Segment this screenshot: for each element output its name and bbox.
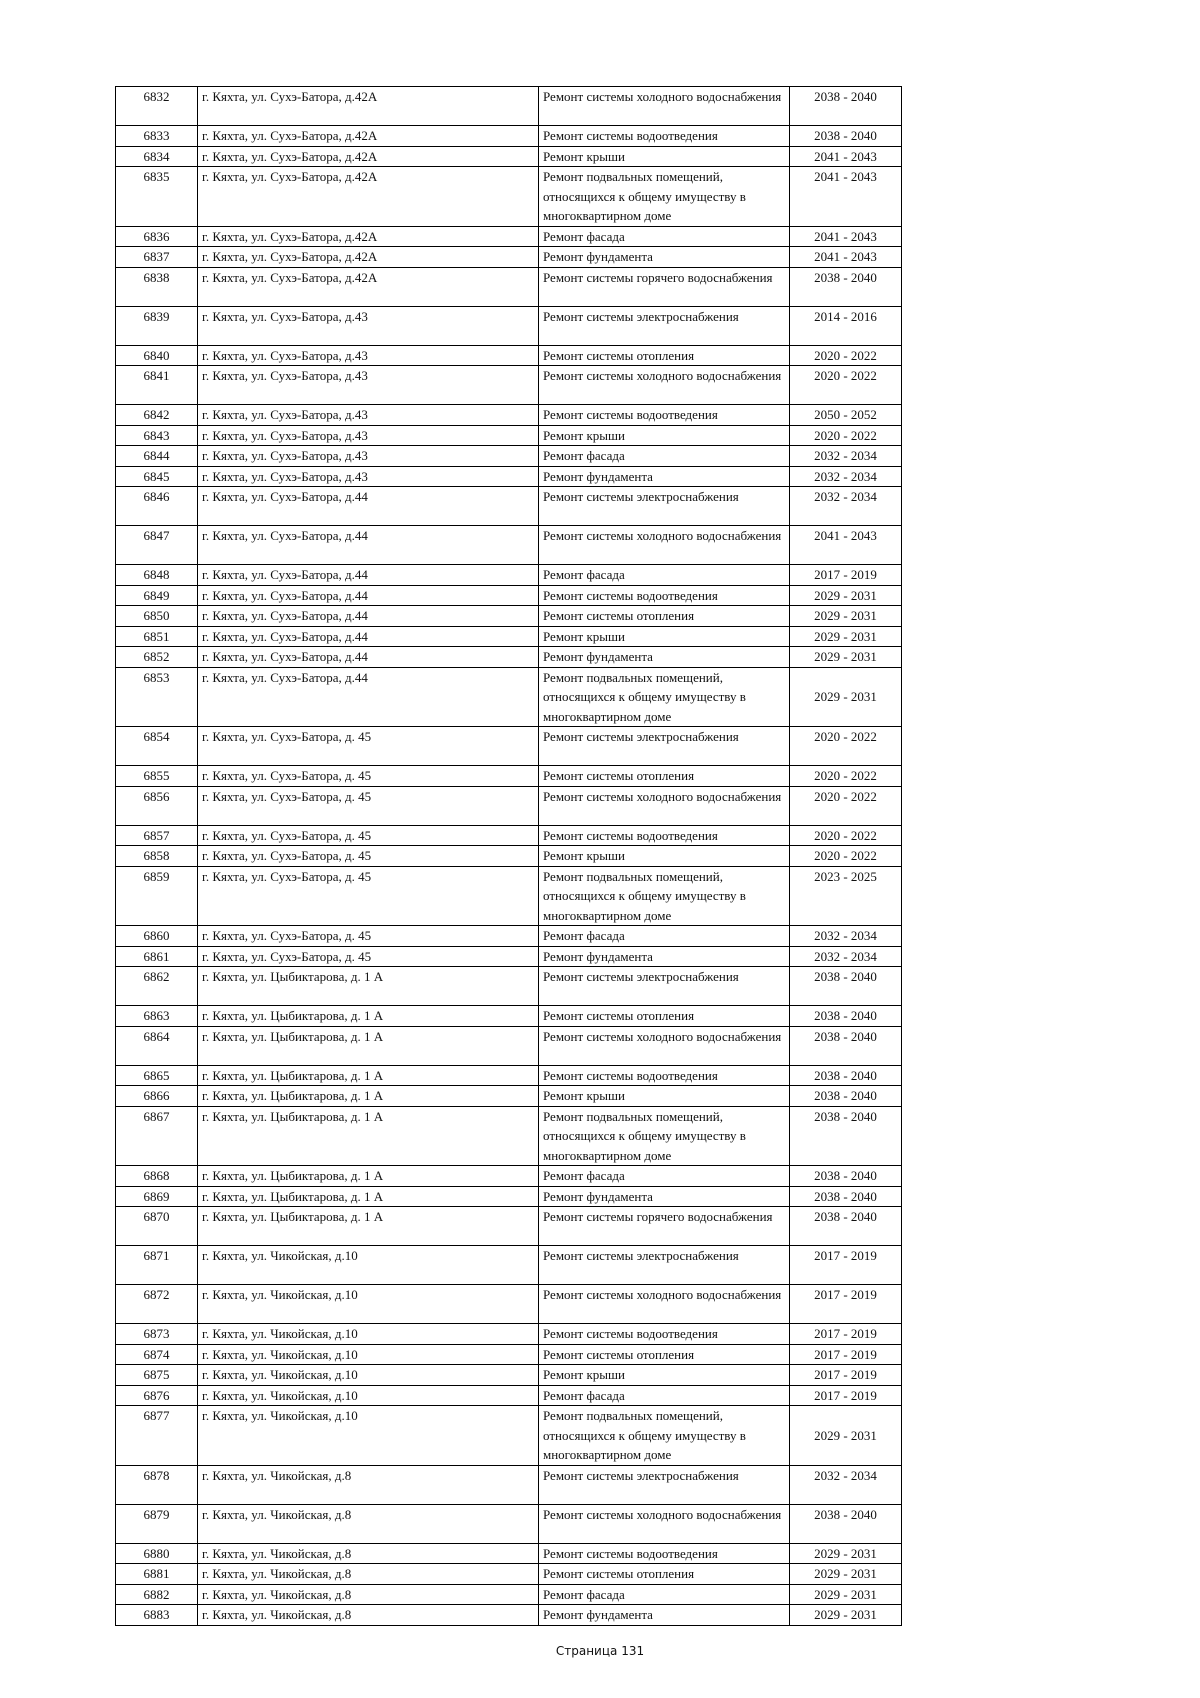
- address-cell: г. Кяхта, ул. Сухэ-Батора, д.42А: [198, 146, 539, 167]
- period-cell: 2017 - 2019: [790, 1385, 902, 1406]
- address-cell: г. Кяхта, ул. Чикойская, д.8: [198, 1543, 539, 1564]
- address-cell: г. Кяхта, ул. Чикойская, д.8: [198, 1584, 539, 1605]
- address-cell: г. Кяхта, ул. Сухэ-Батора, д. 45: [198, 946, 539, 967]
- row-number-cell: 6836: [116, 226, 198, 247]
- address-cell: г. Кяхта, ул. Сухэ-Батора, д.44: [198, 667, 539, 727]
- period-cell: 2038 - 2040: [790, 1006, 902, 1027]
- table-row: [116, 1365, 902, 1386]
- row-number-cell: 6840: [116, 345, 198, 366]
- row-number-cell: 6850: [116, 606, 198, 627]
- table-row: [116, 585, 902, 606]
- row-number-cell: 6872: [116, 1285, 198, 1324]
- address-cell: г. Кяхта, ул. Чикойская, д.10: [198, 1246, 539, 1285]
- row-number-cell: 6866: [116, 1086, 198, 1107]
- work-type-cell: Ремонт системы отопления: [539, 606, 790, 627]
- row-number-cell: 6879: [116, 1504, 198, 1543]
- row-number-cell: 6851: [116, 626, 198, 647]
- address-cell: г. Кяхта, ул. Сухэ-Батора, д.42А: [198, 126, 539, 147]
- row-number-cell: 6859: [116, 866, 198, 926]
- period-cell: 2038 - 2040: [790, 1186, 902, 1207]
- address-cell: г. Кяхта, ул. Цыбиктарова, д. 1 А: [198, 1166, 539, 1187]
- work-type-cell: Ремонт системы отопления: [539, 1006, 790, 1027]
- table-row: [116, 1564, 902, 1585]
- work-type-cell: Ремонт системы электроснабжения: [539, 727, 790, 766]
- period-cell: 2023 - 2025: [790, 866, 902, 926]
- work-type-cell: Ремонт системы электроснабжения: [539, 1246, 790, 1285]
- work-type-cell: Ремонт системы водоотведения: [539, 585, 790, 606]
- address-cell: г. Кяхта, ул. Цыбиктарова, д. 1 А: [198, 967, 539, 1006]
- work-type-cell: Ремонт крыши: [539, 1086, 790, 1107]
- address-cell: г. Кяхта, ул. Сухэ-Батора, д. 45: [198, 866, 539, 926]
- table-row: [116, 1584, 902, 1605]
- row-number-cell: 6865: [116, 1065, 198, 1086]
- row-number-cell: 6848: [116, 565, 198, 586]
- work-type-cell: Ремонт крыши: [539, 146, 790, 167]
- table-row: [116, 226, 902, 247]
- address-cell: г. Кяхта, ул. Чикойская, д.10: [198, 1344, 539, 1365]
- work-type-cell: Ремонт крыши: [539, 846, 790, 867]
- address-cell: г. Кяхта, ул. Чикойская, д.8: [198, 1564, 539, 1585]
- row-number-cell: 6867: [116, 1106, 198, 1166]
- period-cell: 2020 - 2022: [790, 825, 902, 846]
- address-cell: г. Кяхта, ул. Сухэ-Батора, д. 45: [198, 766, 539, 787]
- period-cell: 2029 - 2031: [790, 585, 902, 606]
- period-cell: 2020 - 2022: [790, 345, 902, 366]
- table-row: [116, 1086, 902, 1107]
- work-type-cell: Ремонт крыши: [539, 425, 790, 446]
- period-cell: 2038 - 2040: [790, 1106, 902, 1166]
- work-type-cell: Ремонт системы водоотведения: [539, 825, 790, 846]
- address-cell: г. Кяхта, ул. Цыбиктарова, д. 1 А: [198, 1026, 539, 1065]
- work-type-cell: Ремонт системы отопления: [539, 345, 790, 366]
- address-cell: г. Кяхта, ул. Цыбиктарова, д. 1 А: [198, 1006, 539, 1027]
- row-number-cell: 6858: [116, 846, 198, 867]
- address-cell: г. Кяхта, ул. Сухэ-Батора, д. 45: [198, 825, 539, 846]
- row-number-cell: 6880: [116, 1543, 198, 1564]
- period-cell: 2041 - 2043: [790, 146, 902, 167]
- address-cell: г. Кяхта, ул. Чикойская, д.10: [198, 1385, 539, 1406]
- work-type-cell: Ремонт фасада: [539, 926, 790, 947]
- address-cell: г. Кяхта, ул. Цыбиктарова, д. 1 А: [198, 1207, 539, 1246]
- table-row: [116, 766, 902, 787]
- table-row: [116, 926, 902, 947]
- row-number-cell: 6852: [116, 647, 198, 668]
- row-number-cell: 6864: [116, 1026, 198, 1065]
- table-row: [116, 345, 902, 366]
- table-row: [116, 1106, 902, 1166]
- address-cell: г. Кяхта, ул. Сухэ-Батора, д.43: [198, 425, 539, 446]
- table-row: [116, 1344, 902, 1365]
- row-number-cell: 6874: [116, 1344, 198, 1365]
- address-cell: г. Кяхта, ул. Сухэ-Батора, д. 45: [198, 926, 539, 947]
- period-cell: 2032 - 2034: [790, 487, 902, 526]
- table-row: [116, 466, 902, 487]
- work-type-cell: Ремонт системы водоотведения: [539, 405, 790, 426]
- table-row: [116, 526, 902, 565]
- row-number-cell: 6847: [116, 526, 198, 565]
- row-number-cell: 6838: [116, 267, 198, 306]
- table-row: [116, 167, 902, 227]
- table-row: [116, 667, 902, 727]
- period-cell: 2038 - 2040: [790, 267, 902, 306]
- address-cell: г. Кяхта, ул. Сухэ-Батора, д. 45: [198, 846, 539, 867]
- row-number-cell: 6862: [116, 967, 198, 1006]
- row-number-cell: 6835: [116, 167, 198, 227]
- table-row: [116, 1006, 902, 1027]
- table-row: [116, 866, 902, 926]
- period-cell: 2017 - 2019: [790, 1324, 902, 1345]
- address-cell: г. Кяхта, ул. Сухэ-Батора, д.42А: [198, 87, 539, 126]
- work-type-cell: Ремонт подвальных помещений, относящихся к общему имуществу в многоквартирном доме: [539, 167, 790, 227]
- address-cell: г. Кяхта, ул. Цыбиктарова, д. 1 А: [198, 1086, 539, 1107]
- row-number-cell: 6842: [116, 405, 198, 426]
- table-row: [116, 146, 902, 167]
- work-type-cell: Ремонт системы водоотведения: [539, 126, 790, 147]
- address-cell: г. Кяхта, ул. Сухэ-Батора, д.44: [198, 487, 539, 526]
- row-number-cell: 6869: [116, 1186, 198, 1207]
- row-number-cell: 6868: [116, 1166, 198, 1187]
- row-number-cell: 6870: [116, 1207, 198, 1246]
- row-number-cell: 6849: [116, 585, 198, 606]
- row-number-cell: 6882: [116, 1584, 198, 1605]
- row-number-cell: 6875: [116, 1365, 198, 1386]
- period-cell: 2029 - 2031: [790, 1605, 902, 1626]
- table-row: [116, 1166, 902, 1187]
- address-cell: г. Кяхта, ул. Сухэ-Батора, д.44: [198, 585, 539, 606]
- table-row: [116, 267, 902, 306]
- period-cell: 2038 - 2040: [790, 967, 902, 1006]
- period-cell: 2029 - 2031: [790, 1564, 902, 1585]
- row-number-cell: 6856: [116, 786, 198, 825]
- work-type-cell: Ремонт системы горячего водоснабжения: [539, 1207, 790, 1246]
- period-cell: 2020 - 2022: [790, 846, 902, 867]
- table-row: [116, 1406, 902, 1466]
- page-number: Страница 131: [555, 1644, 645, 1658]
- address-cell: г. Кяхта, ул. Сухэ-Батора, д.43: [198, 345, 539, 366]
- address-cell: г. Кяхта, ул. Сухэ-Батора, д.43: [198, 306, 539, 345]
- row-number-cell: 6878: [116, 1465, 198, 1504]
- table-row: [116, 1324, 902, 1345]
- table-row: [116, 366, 902, 405]
- work-type-cell: Ремонт системы холодного водоснабжения: [539, 1504, 790, 1543]
- work-type-cell: Ремонт фасада: [539, 446, 790, 467]
- work-type-cell: Ремонт фундамента: [539, 1605, 790, 1626]
- table-row: [116, 946, 902, 967]
- table-row: [116, 1605, 902, 1626]
- period-cell: 2038 - 2040: [790, 1207, 902, 1246]
- address-cell: г. Кяхта, ул. Чикойская, д.10: [198, 1285, 539, 1324]
- row-number-cell: 6873: [116, 1324, 198, 1345]
- table-row: [116, 1065, 902, 1086]
- work-type-cell: Ремонт фундамента: [539, 946, 790, 967]
- period-cell: 2029 - 2031: [790, 667, 902, 727]
- row-number-cell: 6843: [116, 425, 198, 446]
- table-row: [116, 1385, 902, 1406]
- period-cell: 2038 - 2040: [790, 126, 902, 147]
- work-type-cell: Ремонт системы холодного водоснабжения: [539, 1285, 790, 1324]
- period-cell: 2029 - 2031: [790, 606, 902, 627]
- address-cell: г. Кяхта, ул. Сухэ-Батора, д.43: [198, 446, 539, 467]
- work-type-cell: Ремонт системы горячего водоснабжения: [539, 267, 790, 306]
- table-row: [116, 405, 902, 426]
- work-type-cell: Ремонт подвальных помещений, относящихся к общему имуществу в многоквартирном доме: [539, 1106, 790, 1166]
- period-cell: 2020 - 2022: [790, 425, 902, 446]
- row-number-cell: 6871: [116, 1246, 198, 1285]
- table-row: [116, 1246, 902, 1285]
- period-cell: 2017 - 2019: [790, 1365, 902, 1386]
- row-number-cell: 6841: [116, 366, 198, 405]
- period-cell: 2038 - 2040: [790, 1166, 902, 1187]
- row-number-cell: 6833: [116, 126, 198, 147]
- table-row: [116, 126, 902, 147]
- period-cell: 2020 - 2022: [790, 766, 902, 787]
- address-cell: г. Кяхта, ул. Цыбиктарова, д. 1 А: [198, 1106, 539, 1166]
- table-row: [116, 626, 902, 647]
- address-cell: г. Кяхта, ул. Цыбиктарова, д. 1 А: [198, 1186, 539, 1207]
- work-type-cell: Ремонт системы холодного водоснабжения: [539, 87, 790, 126]
- period-cell: 2014 - 2016: [790, 306, 902, 345]
- table-row: [116, 87, 902, 126]
- table-row: [116, 306, 902, 345]
- address-cell: г. Кяхта, ул. Чикойская, д.8: [198, 1465, 539, 1504]
- row-number-cell: 6860: [116, 926, 198, 947]
- table-row: [116, 1207, 902, 1246]
- address-cell: г. Кяхта, ул. Чикойская, д.10: [198, 1365, 539, 1386]
- row-number-cell: 6844: [116, 446, 198, 467]
- work-type-cell: Ремонт фундамента: [539, 647, 790, 668]
- work-type-cell: Ремонт фасада: [539, 1166, 790, 1187]
- period-cell: 2032 - 2034: [790, 946, 902, 967]
- work-type-cell: Ремонт фасада: [539, 1385, 790, 1406]
- period-cell: 2038 - 2040: [790, 1065, 902, 1086]
- work-type-cell: Ремонт системы холодного водоснабжения: [539, 366, 790, 405]
- work-type-cell: Ремонт системы холодного водоснабжения: [539, 1026, 790, 1065]
- work-type-cell: Ремонт фасада: [539, 226, 790, 247]
- address-cell: г. Кяхта, ул. Сухэ-Батора, д.43: [198, 466, 539, 487]
- table-row: [116, 1504, 902, 1543]
- row-number-cell: 6877: [116, 1406, 198, 1466]
- table-row: [116, 565, 902, 586]
- row-number-cell: 6846: [116, 487, 198, 526]
- address-cell: г. Кяхта, ул. Сухэ-Батора, д.42А: [198, 167, 539, 227]
- period-cell: 2041 - 2043: [790, 167, 902, 227]
- address-cell: г. Кяхта, ул. Сухэ-Батора, д.44: [198, 565, 539, 586]
- period-cell: 2041 - 2043: [790, 226, 902, 247]
- period-cell: 2032 - 2034: [790, 1465, 902, 1504]
- period-cell: 2020 - 2022: [790, 727, 902, 766]
- address-cell: г. Кяхта, ул. Сухэ-Батора, д.44: [198, 606, 539, 627]
- work-type-cell: Ремонт фасада: [539, 565, 790, 586]
- period-cell: 2017 - 2019: [790, 565, 902, 586]
- address-cell: г. Кяхта, ул. Сухэ-Батора, д.44: [198, 647, 539, 668]
- work-type-cell: Ремонт подвальных помещений, относящихся к общему имуществу в многоквартирном доме: [539, 1406, 790, 1466]
- row-number-cell: 6861: [116, 946, 198, 967]
- period-cell: 2032 - 2034: [790, 446, 902, 467]
- table-row: [116, 1465, 902, 1504]
- period-cell: 2020 - 2022: [790, 366, 902, 405]
- period-cell: 2041 - 2043: [790, 526, 902, 565]
- work-type-cell: Ремонт крыши: [539, 1365, 790, 1386]
- work-type-cell: Ремонт системы отопления: [539, 1344, 790, 1365]
- period-cell: 2032 - 2034: [790, 926, 902, 947]
- period-cell: 2038 - 2040: [790, 1086, 902, 1107]
- table-row: [116, 967, 902, 1006]
- work-type-cell: Ремонт системы водоотведения: [539, 1324, 790, 1345]
- period-cell: 2029 - 2031: [790, 647, 902, 668]
- period-cell: 2029 - 2031: [790, 1543, 902, 1564]
- table-row: [116, 846, 902, 867]
- period-cell: 2020 - 2022: [790, 786, 902, 825]
- work-type-cell: Ремонт системы электроснабжения: [539, 1465, 790, 1504]
- table-row: [116, 606, 902, 627]
- address-cell: г. Кяхта, ул. Сухэ-Батора, д.44: [198, 526, 539, 565]
- work-type-cell: Ремонт системы электроснабжения: [539, 967, 790, 1006]
- period-cell: 2017 - 2019: [790, 1246, 902, 1285]
- table-body: [116, 87, 902, 1626]
- address-cell: г. Кяхта, ул. Сухэ-Батора, д.43: [198, 405, 539, 426]
- work-type-cell: Ремонт системы холодного водоснабжения: [539, 786, 790, 825]
- row-number-cell: 6832: [116, 87, 198, 126]
- work-type-cell: Ремонт фасада: [539, 1584, 790, 1605]
- row-number-cell: 6881: [116, 1564, 198, 1585]
- period-cell: 2029 - 2031: [790, 1584, 902, 1605]
- table-row: [116, 1026, 902, 1065]
- repair-schedule-table: [115, 86, 902, 1626]
- row-number-cell: 6883: [116, 1605, 198, 1626]
- work-type-cell: Ремонт системы электроснабжения: [539, 487, 790, 526]
- work-type-cell: Ремонт крыши: [539, 626, 790, 647]
- table-row: [116, 446, 902, 467]
- work-type-cell: Ремонт системы водоотведения: [539, 1543, 790, 1564]
- period-cell: 2038 - 2040: [790, 1504, 902, 1543]
- table-row: [116, 786, 902, 825]
- address-cell: г. Кяхта, ул. Чикойская, д.8: [198, 1605, 539, 1626]
- address-cell: г. Кяхта, ул. Чикойская, д.10: [198, 1324, 539, 1345]
- table-row: [116, 1186, 902, 1207]
- work-type-cell: Ремонт системы отопления: [539, 766, 790, 787]
- row-number-cell: 6834: [116, 146, 198, 167]
- address-cell: г. Кяхта, ул. Чикойская, д.10: [198, 1406, 539, 1466]
- row-number-cell: 6845: [116, 466, 198, 487]
- table-row: [116, 727, 902, 766]
- period-cell: 2050 - 2052: [790, 405, 902, 426]
- work-type-cell: Ремонт системы электроснабжения: [539, 306, 790, 345]
- row-number-cell: 6839: [116, 306, 198, 345]
- work-type-cell: Ремонт системы холодного водоснабжения: [539, 526, 790, 565]
- work-type-cell: Ремонт фундамента: [539, 466, 790, 487]
- address-cell: г. Кяхта, ул. Цыбиктарова, д. 1 А: [198, 1065, 539, 1086]
- work-type-cell: Ремонт фундамента: [539, 247, 790, 268]
- table-row: [116, 1543, 902, 1564]
- table-row: [116, 647, 902, 668]
- row-number-cell: 6853: [116, 667, 198, 727]
- address-cell: г. Кяхта, ул. Сухэ-Батора, д. 45: [198, 786, 539, 825]
- period-cell: 2017 - 2019: [790, 1344, 902, 1365]
- address-cell: г. Кяхта, ул. Сухэ-Батора, д.44: [198, 626, 539, 647]
- row-number-cell: 6857: [116, 825, 198, 846]
- address-cell: г. Кяхта, ул. Сухэ-Батора, д.42А: [198, 247, 539, 268]
- address-cell: г. Кяхта, ул. Сухэ-Батора, д.43: [198, 366, 539, 405]
- period-cell: 2029 - 2031: [790, 626, 902, 647]
- work-type-cell: Ремонт системы отопления: [539, 1564, 790, 1585]
- table-row: [116, 1285, 902, 1324]
- work-type-cell: Ремонт подвальных помещений, относящихся к общему имуществу в многоквартирном доме: [539, 667, 790, 727]
- row-number-cell: 6854: [116, 727, 198, 766]
- period-cell: 2038 - 2040: [790, 87, 902, 126]
- work-type-cell: Ремонт подвальных помещений, относящихся к общему имуществу в многоквартирном доме: [539, 866, 790, 926]
- table-row: [116, 247, 902, 268]
- period-cell: 2029 - 2031: [790, 1406, 902, 1466]
- table-row: [116, 487, 902, 526]
- period-cell: 2017 - 2019: [790, 1285, 902, 1324]
- period-cell: 2032 - 2034: [790, 466, 902, 487]
- address-cell: г. Кяхта, ул. Сухэ-Батора, д.42А: [198, 267, 539, 306]
- row-number-cell: 6876: [116, 1385, 198, 1406]
- table-row: [116, 825, 902, 846]
- row-number-cell: 6837: [116, 247, 198, 268]
- address-cell: г. Кяхта, ул. Чикойская, д.8: [198, 1504, 539, 1543]
- table-row: [116, 425, 902, 446]
- work-type-cell: Ремонт фундамента: [539, 1186, 790, 1207]
- address-cell: г. Кяхта, ул. Сухэ-Батора, д. 45: [198, 727, 539, 766]
- work-type-cell: Ремонт системы водоотведения: [539, 1065, 790, 1086]
- row-number-cell: 6863: [116, 1006, 198, 1027]
- period-cell: 2041 - 2043: [790, 247, 902, 268]
- address-cell: г. Кяхта, ул. Сухэ-Батора, д.42А: [198, 226, 539, 247]
- period-cell: 2038 - 2040: [790, 1026, 902, 1065]
- row-number-cell: 6855: [116, 766, 198, 787]
